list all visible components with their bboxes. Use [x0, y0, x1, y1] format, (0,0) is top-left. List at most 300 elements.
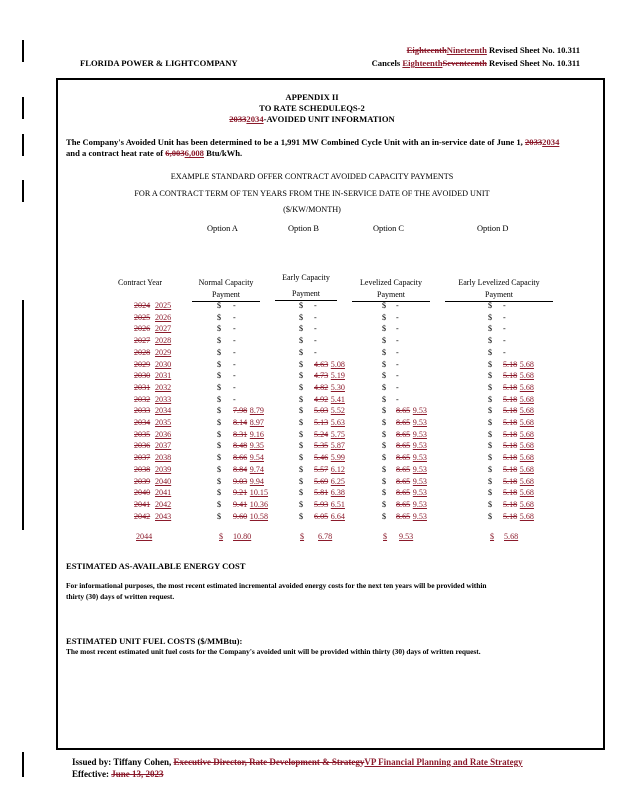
option-b-value-deleted: 5.03 [314, 406, 329, 416]
dollar-sign: $ [488, 301, 493, 310]
option-a-value-deleted: 9.03 [233, 476, 248, 486]
option-b-label: Option B [288, 224, 319, 233]
option-d-value-inserted: 5.68 [519, 441, 534, 451]
option-d-value-deleted: 5.18 [503, 359, 518, 369]
energy-text-2: thirty (30) days of written request. [66, 592, 175, 601]
issued-title-deleted: Executive Director, Rate Development & Strategy [173, 757, 365, 767]
table-row [0, 406, 624, 418]
dollar-sign: $ [217, 394, 222, 404]
dollar-sign: $ [299, 382, 304, 392]
avoided-unit-title [0, 114, 624, 124]
option-c-value-inserted: 9.53 [412, 511, 427, 521]
row-year-deleted: 2042 [134, 511, 151, 521]
option-c-value: - [396, 371, 399, 381]
dollar-sign: $ [217, 488, 222, 498]
dollar-sign: $ [299, 394, 304, 404]
dollar-sign: $ [217, 453, 222, 463]
option-d-value-inserted: 5.68 [519, 511, 534, 521]
dollar-sign: $ [217, 476, 222, 486]
option-d-value-deleted: 5.18 [503, 418, 518, 427]
dollar-sign: $ [488, 382, 493, 392]
row-year-deleted: 2031 [134, 382, 151, 392]
option-a-value: - [233, 359, 236, 369]
option-b-value-deleted: 5.35 [314, 441, 329, 451]
table-row [0, 418, 624, 430]
dollar-sign: $ [299, 324, 304, 334]
dollar-sign: $ [299, 499, 304, 509]
option-a-value-deleted: 9.21 [233, 488, 248, 498]
option-d-value-deleted: 5.18 [503, 371, 518, 381]
option-a-value: - [233, 336, 236, 346]
option-b-value-inserted: 6.25 [330, 476, 345, 486]
row-year-inserted: 2027 [155, 324, 172, 334]
dollar-sign: $ [217, 441, 222, 451]
option-b-value-inserted: 6.51 [330, 499, 345, 509]
row-year-inserted: 2033 [155, 394, 172, 404]
dollar-sign: $ [299, 511, 304, 521]
heat-rate-deleted: 6,003 [165, 148, 185, 158]
dollar-sign: $ [382, 336, 387, 346]
option-c-value-deleted: 8.65 [396, 464, 411, 474]
option-b-value-deleted: 6.05 [314, 511, 329, 521]
dollar-sign: $ [217, 418, 222, 427]
dollar-sign: $ [488, 336, 493, 346]
option-a-value-deleted: 8.84 [233, 464, 248, 474]
row-year-deleted: 2026 [134, 324, 151, 334]
option-c-value-deleted: 8.65 [396, 441, 411, 451]
fuel-text: The most recent estimated unit fuel costs for the Company's avoided unit will be provided within thirty (30) days of written request. [66, 647, 481, 656]
table-row [0, 324, 624, 336]
cancels-rest-text: Revised Sheet No. 10.311 [486, 58, 580, 68]
option-a-value: - [233, 301, 236, 310]
row-year-inserted: 2034 [155, 406, 172, 416]
option-a-value-inserted: 8.97 [249, 418, 264, 427]
option-d-value-deleted: 5.18 [503, 464, 518, 474]
dollar-sign: $ [217, 371, 222, 381]
option-d-value-deleted: 5.18 [503, 429, 518, 439]
dollar-sign: $ [217, 406, 222, 416]
sheet-deleted-text: Eighteenth [406, 45, 447, 55]
energy-text-1: For informational purposes, the most recent estimated incremental avoided energy costs for the next ten years will be provided within [66, 581, 487, 590]
dollar-sign: $ [382, 312, 387, 322]
option-c-value-deleted: 8.65 [396, 418, 411, 427]
dollar-sign: $ [300, 532, 305, 541]
option-b-value-inserted: 5.63 [330, 418, 345, 427]
dollar-sign: $ [488, 324, 493, 334]
intro-text-2: and a contract heat rate of [66, 148, 166, 158]
dollar-sign: $ [299, 336, 304, 346]
option-b-value: - [314, 347, 317, 357]
dollar-sign: $ [219, 532, 224, 541]
option-d-value-deleted: 5.18 [503, 476, 518, 486]
dollar-sign: $ [382, 441, 387, 451]
row-year-deleted: 2035 [134, 429, 151, 439]
row-year-inserted: 2025 [155, 301, 172, 310]
option-c-value: - [396, 312, 399, 322]
row-year-deleted: 2028 [134, 347, 151, 357]
sheet-inserted-text: Nineteenth [446, 45, 487, 55]
option-a-value-inserted: 8.79 [249, 406, 264, 416]
row-year-inserted: 2031 [155, 371, 172, 381]
dollar-sign: $ [488, 312, 493, 322]
row-year-deleted: 2036 [134, 441, 151, 451]
dollar-sign: $ [217, 382, 222, 392]
option-b-value-inserted: 6.64 [330, 511, 345, 521]
option-d-value-inserted: 5.68 [519, 382, 534, 392]
option-a-value-inserted: 10.58 [249, 511, 269, 521]
dollar-sign: $ [299, 476, 304, 486]
option-a-value-inserted: 9.54 [249, 453, 264, 463]
option-b-value-deleted: 4.92 [314, 394, 329, 404]
row-year-inserted: 2039 [155, 464, 172, 474]
col-b-line-1: Early Capacity [282, 273, 330, 282]
option-c-value: - [396, 301, 399, 310]
table-row-2044 [0, 532, 624, 544]
option-b-value-deleted: 5.57 [314, 464, 329, 474]
option-d-value: - [503, 336, 506, 346]
sheet-number [407, 45, 580, 55]
option-b-value-inserted: 5.52 [330, 406, 345, 416]
dollar-sign: $ [382, 347, 387, 357]
option-a-value-deleted: 8.48 [233, 441, 248, 451]
option-b-value-inserted: 5.87 [330, 441, 345, 451]
row-year-deleted: 2033 [134, 406, 151, 416]
option-a-value: - [233, 347, 236, 357]
dollar-sign: $ [299, 418, 304, 427]
option-a-value-deleted: 7.98 [233, 406, 248, 416]
option-c-value: - [396, 336, 399, 346]
dollar-sign: $ [383, 532, 388, 541]
option-b-value-inserted: 6.38 [330, 488, 345, 498]
option-b-value-inserted: 5.75 [330, 429, 345, 439]
option-b-value: - [314, 312, 317, 322]
option-b-value-deleted: 5.13 [314, 418, 329, 427]
option-b-value-inserted: 5.41 [330, 394, 345, 404]
option-c-label: Option C [373, 224, 404, 233]
dollar-sign: $ [382, 499, 387, 509]
row-year-inserted: 2035 [155, 418, 172, 427]
option-c-value-deleted: 8.65 [396, 453, 411, 463]
title-year-inserted: 2034 [246, 114, 264, 124]
option-b-value: - [314, 336, 317, 346]
title-rest: -AVOIDED UNIT INFORMATION [263, 114, 395, 124]
intro-line-2 [66, 148, 242, 158]
dollar-sign: $ [382, 406, 387, 416]
dollar-sign: $ [382, 476, 387, 486]
option-d-value-deleted: 5.18 [503, 511, 518, 521]
rate-schedule-title: TO RATE SCHEDULEQS-2 [259, 103, 365, 113]
option-b-value-deleted: 5.46 [314, 453, 329, 463]
col-early-levelized [445, 277, 553, 302]
option-d-value-deleted: 5.18 [503, 394, 518, 404]
option-d-value-inserted: 5.68 [519, 418, 534, 427]
cancels-deleted-text: Seventeenth [442, 58, 487, 68]
intro-date-deleted: 2033 [524, 137, 543, 147]
option-a-value-inserted: 10.15 [249, 488, 269, 498]
row-year-deleted: 2025 [134, 312, 151, 322]
option-a-value: - [233, 394, 236, 404]
change-bar [22, 134, 24, 156]
row-year-deleted: 2030 [134, 371, 151, 381]
dollar-sign: $ [299, 441, 304, 451]
option-b-value-inserted: 5.99 [330, 453, 345, 463]
dollar-sign: $ [488, 394, 493, 404]
dollar-sign: $ [217, 499, 222, 509]
table-row [0, 441, 624, 453]
row-year-inserted: 2026 [155, 312, 172, 322]
dollar-sign: $ [382, 371, 387, 381]
option-d-value: - [503, 312, 506, 322]
dollar-sign: $ [488, 499, 493, 509]
effective-date [72, 769, 164, 779]
dollar-sign: $ [382, 511, 387, 521]
option-a-value-inserted: 9.16 [249, 429, 264, 439]
option-d-value-deleted: 5.18 [503, 441, 518, 451]
row-year-inserted: 2043 [155, 511, 172, 521]
row-year-inserted: 2032 [155, 382, 172, 392]
option-c-value: - [396, 347, 399, 357]
row-year-deleted: 2032 [134, 394, 151, 404]
option-a-value-inserted: 9.74 [249, 464, 264, 474]
option-d-value-inserted: 5.68 [519, 499, 534, 509]
option-d-value-inserted: 5.68 [519, 488, 534, 498]
option-a-label: Option A [207, 224, 238, 233]
option-b-value-deleted: 4.63 [314, 359, 329, 369]
dollar-sign: $ [488, 359, 493, 369]
row-year-inserted: 2037 [155, 441, 172, 451]
option-b-value-deleted: 4.82 [314, 382, 329, 392]
heat-rate-inserted: 6,008 [184, 148, 204, 158]
table-row [0, 430, 624, 442]
option-c-value-inserted: 9.53 [412, 441, 427, 451]
table-row [0, 500, 624, 512]
option-b-value-deleted: 4.73 [314, 371, 329, 381]
option-d-value: - [503, 301, 506, 310]
intro-date-inserted: 2034 [542, 137, 560, 147]
table-row [0, 488, 624, 500]
dollar-sign: $ [217, 312, 222, 322]
row-year: 2044 [136, 532, 153, 541]
row-year-deleted: 2038 [134, 464, 151, 474]
dollar-sign: $ [382, 418, 387, 427]
row-year-inserted: 2028 [155, 336, 172, 346]
table-row [0, 336, 624, 348]
option-c-value-deleted: 8.65 [396, 499, 411, 509]
option-a-value-deleted: 9.41 [233, 499, 248, 509]
dollar-sign: $ [488, 511, 493, 521]
option-b-value: 6.78 [318, 532, 333, 541]
dollar-sign: $ [490, 532, 495, 541]
col-early-capacity [275, 272, 337, 301]
dollar-sign: $ [382, 324, 387, 334]
row-year-inserted: 2041 [155, 488, 172, 498]
dollar-sign: $ [488, 453, 493, 463]
dollar-sign: $ [382, 301, 387, 310]
option-c-value-inserted: 9.53 [412, 418, 427, 427]
table-heading-3: ($/KW/MONTH) [283, 205, 341, 214]
fuel-heading: ESTIMATED UNIT FUEL COSTS ($/MMBtu): [66, 636, 243, 646]
dollar-sign: $ [299, 429, 304, 439]
col-a-line-2: Payment [192, 289, 260, 302]
energy-heading: ESTIMATED AS-AVAILABLE ENERGY COST [66, 561, 246, 571]
option-d-value: 5.68 [504, 532, 519, 541]
option-a-value-inserted: 10.36 [249, 499, 269, 509]
option-c-value: - [396, 359, 399, 369]
table-row [0, 301, 624, 313]
table-row [0, 313, 624, 325]
option-c-value: 9.53 [399, 532, 414, 541]
dollar-sign: $ [382, 464, 387, 474]
row-year-deleted: 2041 [134, 499, 151, 509]
table-heading-2: FOR A CONTRACT TERM OF TEN YEARS FROM THE IN-SERVICE DATE OF THE AVOIDED UNIT [134, 189, 490, 198]
dollar-sign: $ [217, 347, 222, 357]
option-d-value-deleted: 5.18 [503, 488, 518, 498]
dollar-sign: $ [217, 336, 222, 346]
option-c-value-deleted: 8.65 [396, 511, 411, 521]
col-d-line-1: Early Levelized Capacity [458, 278, 540, 287]
issued-label: Issued by: Tiffany Cohen, [72, 757, 174, 767]
dollar-sign: $ [217, 511, 222, 521]
table-heading-1: EXAMPLE STANDARD OFFER CONTRACT AVOIDED CAPACITY PAYMENTS [170, 172, 454, 181]
dollar-sign: $ [299, 464, 304, 474]
option-c-value: - [396, 394, 399, 404]
dollar-sign: $ [382, 429, 387, 439]
row-year-deleted: 2029 [134, 359, 151, 369]
company-name: FLORIDA POWER & LIGHTCOMPANY [80, 58, 238, 68]
table-row [0, 477, 624, 489]
effective-date-deleted: June 13, 2023 [111, 769, 164, 779]
dollar-sign: $ [488, 464, 493, 474]
option-a-value-deleted: 8.31 [233, 429, 248, 439]
dollar-sign: $ [217, 359, 222, 369]
option-d-value: - [503, 347, 506, 357]
option-b-value: - [314, 324, 317, 334]
dollar-sign: $ [217, 429, 222, 439]
row-year-deleted: 2039 [134, 476, 151, 486]
option-a-value-deleted: 8.66 [233, 453, 248, 463]
intro-line-1 [66, 137, 559, 147]
dollar-sign: $ [488, 418, 493, 427]
cancels-inserted-text: Eighteenth [402, 58, 443, 68]
table-row [0, 512, 624, 524]
option-c-value-inserted: 9.53 [412, 429, 427, 439]
option-c-value-inserted: 9.53 [412, 476, 427, 486]
option-c-value-inserted: 9.53 [412, 488, 427, 498]
option-c-value: - [396, 324, 399, 334]
dollar-sign: $ [217, 301, 222, 310]
option-d-value-inserted: 5.68 [519, 429, 534, 439]
row-year-deleted: 2037 [134, 453, 151, 463]
option-a-value-inserted: 9.94 [249, 476, 264, 486]
cancels-sheet [372, 58, 580, 68]
row-year-inserted: 2030 [155, 359, 172, 369]
dollar-sign: $ [299, 453, 304, 463]
cancels-prefix: Cancels [371, 58, 403, 68]
dollar-sign: $ [299, 347, 304, 357]
option-a-value-inserted: 9.35 [249, 441, 264, 451]
option-d-value-inserted: 5.68 [519, 371, 534, 381]
row-year-deleted: 2027 [134, 336, 151, 346]
option-d-label: Option D [477, 224, 509, 233]
option-c-value-deleted: 8.65 [396, 476, 411, 486]
option-d-value-inserted: 5.68 [519, 453, 534, 463]
col-normal-capacity [192, 277, 260, 302]
option-d-value-inserted: 5.68 [519, 476, 534, 486]
option-d-value-deleted: 5.18 [503, 382, 518, 392]
option-b-value-deleted: 5.93 [314, 499, 329, 509]
issued-title-inserted: VP Financial Planning and Rate Strategy [364, 757, 523, 767]
option-a-value: 10.80 [233, 532, 252, 541]
option-d-value-inserted: 5.68 [519, 394, 534, 404]
col-contract-year: Contract Year [118, 278, 162, 287]
dollar-sign: $ [488, 441, 493, 451]
dollar-sign: $ [382, 394, 387, 404]
option-d-value-inserted: 5.68 [519, 359, 534, 369]
option-b-value-deleted: 5.81 [314, 488, 329, 498]
dollar-sign: $ [299, 359, 304, 369]
dollar-sign: $ [299, 301, 304, 310]
option-b-value-deleted: 5.24 [314, 429, 329, 439]
table-row [0, 383, 624, 395]
option-c-value-inserted: 9.53 [412, 499, 427, 509]
table-row [0, 465, 624, 477]
option-d-value-deleted: 5.18 [503, 406, 518, 416]
dollar-sign: $ [299, 488, 304, 498]
row-year-inserted: 2042 [155, 499, 172, 509]
option-d-value-deleted: 5.18 [503, 453, 518, 463]
dollar-sign: $ [488, 488, 493, 498]
option-b-value: - [314, 301, 317, 310]
row-year-inserted: 2040 [155, 476, 172, 486]
col-c-line-2: Payment [352, 289, 430, 302]
sheet-rest-text: Revised Sheet No. 10.311 [486, 45, 580, 55]
option-a-value-deleted: 9.60 [233, 511, 248, 521]
option-c-value-deleted: 8.65 [396, 406, 411, 416]
option-d-value-inserted: 5.68 [519, 406, 534, 416]
option-a-value: - [233, 312, 236, 322]
option-c-value-deleted: 8.65 [396, 488, 411, 498]
row-year-inserted: 2029 [155, 347, 172, 357]
dollar-sign: $ [382, 359, 387, 369]
dollar-sign: $ [488, 476, 493, 486]
option-b-value-inserted: 5.08 [330, 359, 345, 369]
change-bar [22, 40, 24, 62]
option-b-value-deleted: 5.69 [314, 476, 329, 486]
option-c-value-deleted: 8.65 [396, 429, 411, 439]
option-b-value-inserted: 5.19 [330, 371, 345, 381]
row-year-inserted: 2038 [155, 453, 172, 463]
intro-text-3: Btu/kWh. [203, 148, 243, 158]
row-year-deleted: 2024 [134, 301, 151, 310]
col-b-line-2: Payment [275, 288, 337, 301]
option-a-value: - [233, 382, 236, 392]
table-row [0, 371, 624, 383]
dollar-sign: $ [217, 464, 222, 474]
option-c-value: - [396, 382, 399, 392]
col-levelized-capacity [352, 277, 430, 302]
appendix-title: APPENDIX II [285, 92, 339, 102]
col-a-line-1: Normal Capacity [198, 278, 254, 287]
dollar-sign: $ [299, 312, 304, 322]
option-c-value-inserted: 9.53 [412, 453, 427, 463]
change-bar [22, 752, 24, 777]
title-year-deleted: 2033 [229, 114, 247, 124]
option-d-value: - [503, 324, 506, 334]
option-a-value: - [233, 324, 236, 334]
effective-label: Effective: [72, 769, 112, 779]
dollar-sign: $ [488, 429, 493, 439]
dollar-sign: $ [299, 371, 304, 381]
